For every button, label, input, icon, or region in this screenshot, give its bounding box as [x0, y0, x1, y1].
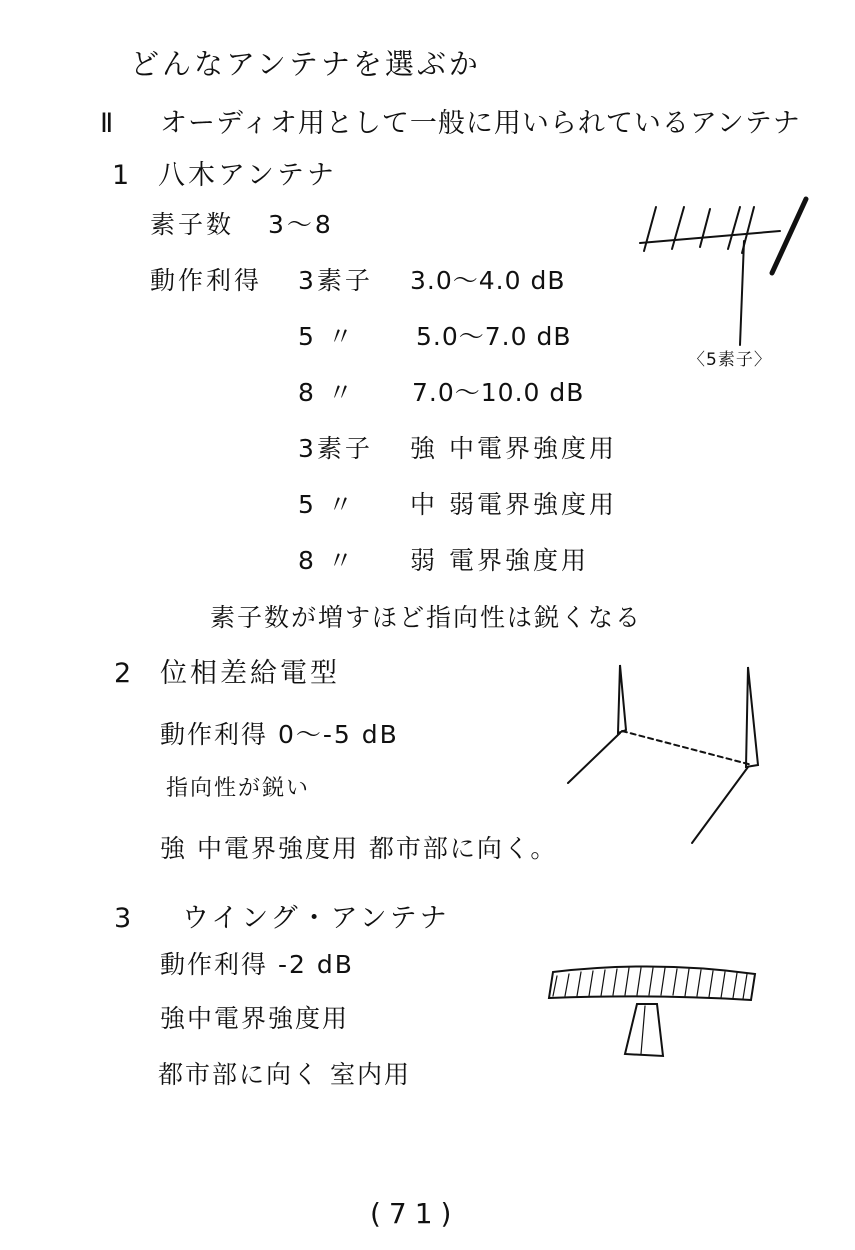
- gain-row-value: 7.0〜10.0 dB: [412, 378, 585, 407]
- phase-antenna-element: [692, 767, 748, 843]
- phase-antenna-element: [568, 733, 620, 783]
- item3-gain: 動作利得 -2 dB: [160, 950, 354, 979]
- section-heading: オーディオ用として一般に用いられているアンテナ: [160, 108, 801, 139]
- gain-row-value: 3.0〜4.0 dB: [410, 266, 566, 295]
- item1-gain-label: 動作利得: [150, 266, 263, 295]
- gain-row-elements: 8 〃: [298, 378, 356, 407]
- yagi-element: [772, 199, 806, 273]
- phase-antenna-feedline: [622, 731, 752, 765]
- item1-elements-label: 素子数: [150, 210, 235, 239]
- item1-note: 素子数が増すほど指向性は鋭くなる: [210, 603, 643, 632]
- usage-row-value: 中 弱電界強度用: [410, 490, 617, 519]
- item1-number: 1: [112, 160, 133, 191]
- yagi-element: [728, 207, 740, 249]
- wing-antenna-hatching: [553, 968, 747, 999]
- item2-usage: 強 中電界強度用 都市部に向く。: [160, 834, 558, 863]
- item3-usage: 強中電界強度用: [160, 1004, 350, 1033]
- item2-gain: 動作利得 0〜-5 dB: [160, 720, 399, 749]
- gain-row-value: 5.0〜7.0 dB: [416, 322, 572, 351]
- phase-antenna-drawing: [560, 655, 775, 855]
- item3-location: 都市部に向く 室内用: [158, 1060, 411, 1089]
- phase-antenna-element: [618, 665, 626, 733]
- yagi-boom: [640, 231, 780, 243]
- page-number: (71): [370, 1197, 460, 1230]
- usage-row-elements: 5 〃: [298, 490, 356, 519]
- item2-directivity: 指向性が鋭い: [166, 776, 311, 801]
- yagi-element: [700, 209, 710, 247]
- item1-elements-value: 3〜8: [268, 210, 334, 239]
- yagi-element: [672, 207, 684, 249]
- yagi-mast: [740, 241, 744, 345]
- gain-row-elements: 5 〃: [298, 322, 356, 351]
- gain-row-elements: 3素子: [298, 266, 373, 295]
- item3-name: ウイング・アンテナ: [182, 903, 450, 934]
- item2-name: 位相差給電型: [160, 658, 340, 689]
- item1-name: 八木アンテナ: [158, 160, 337, 191]
- usage-row-value: 強 中電界強度用: [410, 434, 617, 463]
- usage-row-elements: 8 〃: [298, 546, 356, 575]
- item3-number: 3: [114, 903, 135, 934]
- wing-antenna-drawing: [545, 960, 765, 1060]
- phase-antenna-element: [746, 667, 758, 767]
- usage-row-elements: 3素子: [298, 434, 373, 463]
- usage-row-value: 弱 電界強度用: [410, 546, 589, 575]
- yagi-element: [644, 207, 656, 251]
- section-numeral: Ⅱ: [100, 108, 117, 139]
- yagi-figure-caption: 〈5素子〉: [688, 350, 772, 370]
- page-title: どんなアンテナを選ぶか: [130, 47, 481, 81]
- yagi-antenna-drawing: [630, 195, 820, 370]
- wing-antenna-stand-line: [641, 1006, 645, 1054]
- item2-number: 2: [114, 658, 135, 689]
